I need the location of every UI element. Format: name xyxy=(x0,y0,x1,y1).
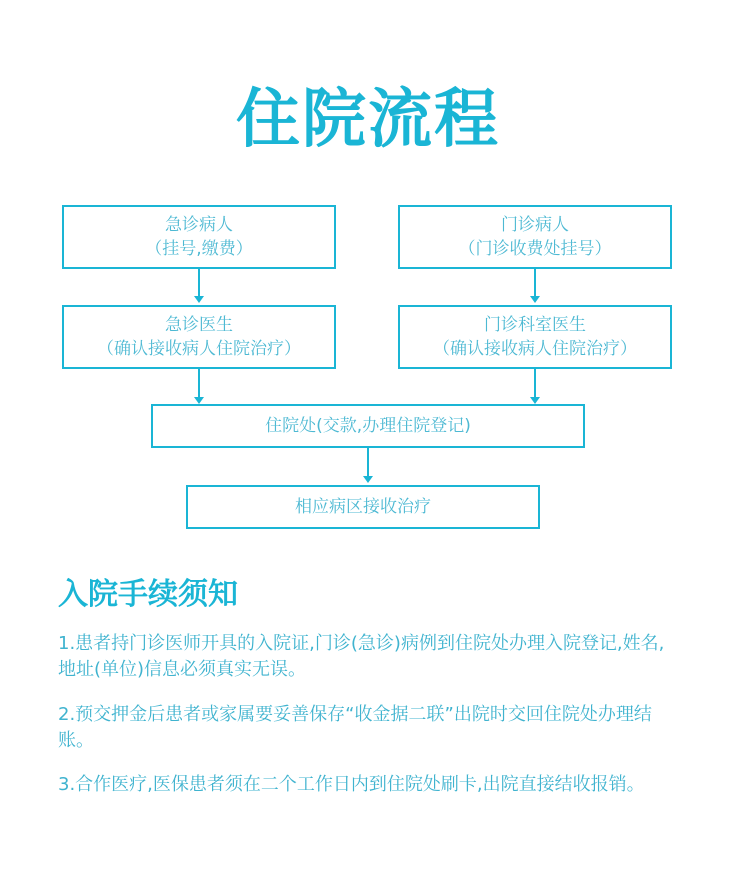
flow-arrow-head xyxy=(363,476,373,483)
flow-box-label: 门诊科室医生 xyxy=(484,315,586,335)
flow-arrow-head xyxy=(530,296,540,303)
flow-box-admission-office xyxy=(151,404,585,448)
flow-box-label: 相应病区接收治疗 xyxy=(295,497,431,517)
notice-heading: 入院手续须知 xyxy=(58,577,238,612)
flow-arrow-line xyxy=(198,269,200,296)
flow-arrow-line xyxy=(534,269,536,296)
flow-arrow-head xyxy=(194,397,204,404)
flow-box-emergency-doctor xyxy=(62,305,336,369)
flow-box-sublabel: （确认接收病人住院治疗） xyxy=(97,339,301,359)
flow-box-label: 急诊医生 xyxy=(165,315,233,335)
notice-item-3: 3.合作医疗,医保患者须在二个工作日内到住院处刷卡,出院直接结收报销。 xyxy=(58,774,645,795)
notice-item-1: 1.患者持门诊医师开具的入院证,门诊(急诊)病例到住院处办理入院登记,姓名,地址(单位)信息必须真实无误。 xyxy=(58,633,665,680)
flow-arrow-line xyxy=(534,369,536,397)
flow-box-label: 急诊病人 xyxy=(165,215,233,235)
notice-item-2: 2.预交押金后患者或家属要妥善保存“收金据二联”出院时交回住院处办理结账。 xyxy=(58,704,652,751)
page-title: 住院流程 xyxy=(236,83,500,157)
flow-arrow-line xyxy=(198,369,200,397)
flow-arrow-line xyxy=(367,448,369,476)
flow-box-outpatient-doctor xyxy=(398,305,672,369)
flow-box-ward-treatment xyxy=(186,485,540,529)
flow-box-sublabel: （确认接收病人住院治疗） xyxy=(433,339,637,359)
flow-box-sublabel: （门诊收费处挂号） xyxy=(458,239,612,259)
flow-box-outpatient-patient xyxy=(398,205,672,269)
flow-arrow-head xyxy=(194,296,204,303)
flow-box-label: 门诊病人 xyxy=(501,215,569,235)
flow-box-emergency-patient xyxy=(62,205,336,269)
flow-box-label: 住院处(交款,办理住院登记) xyxy=(265,416,471,436)
flow-box-sublabel: （挂号,缴费） xyxy=(145,239,253,259)
flow-arrow-head xyxy=(530,397,540,404)
